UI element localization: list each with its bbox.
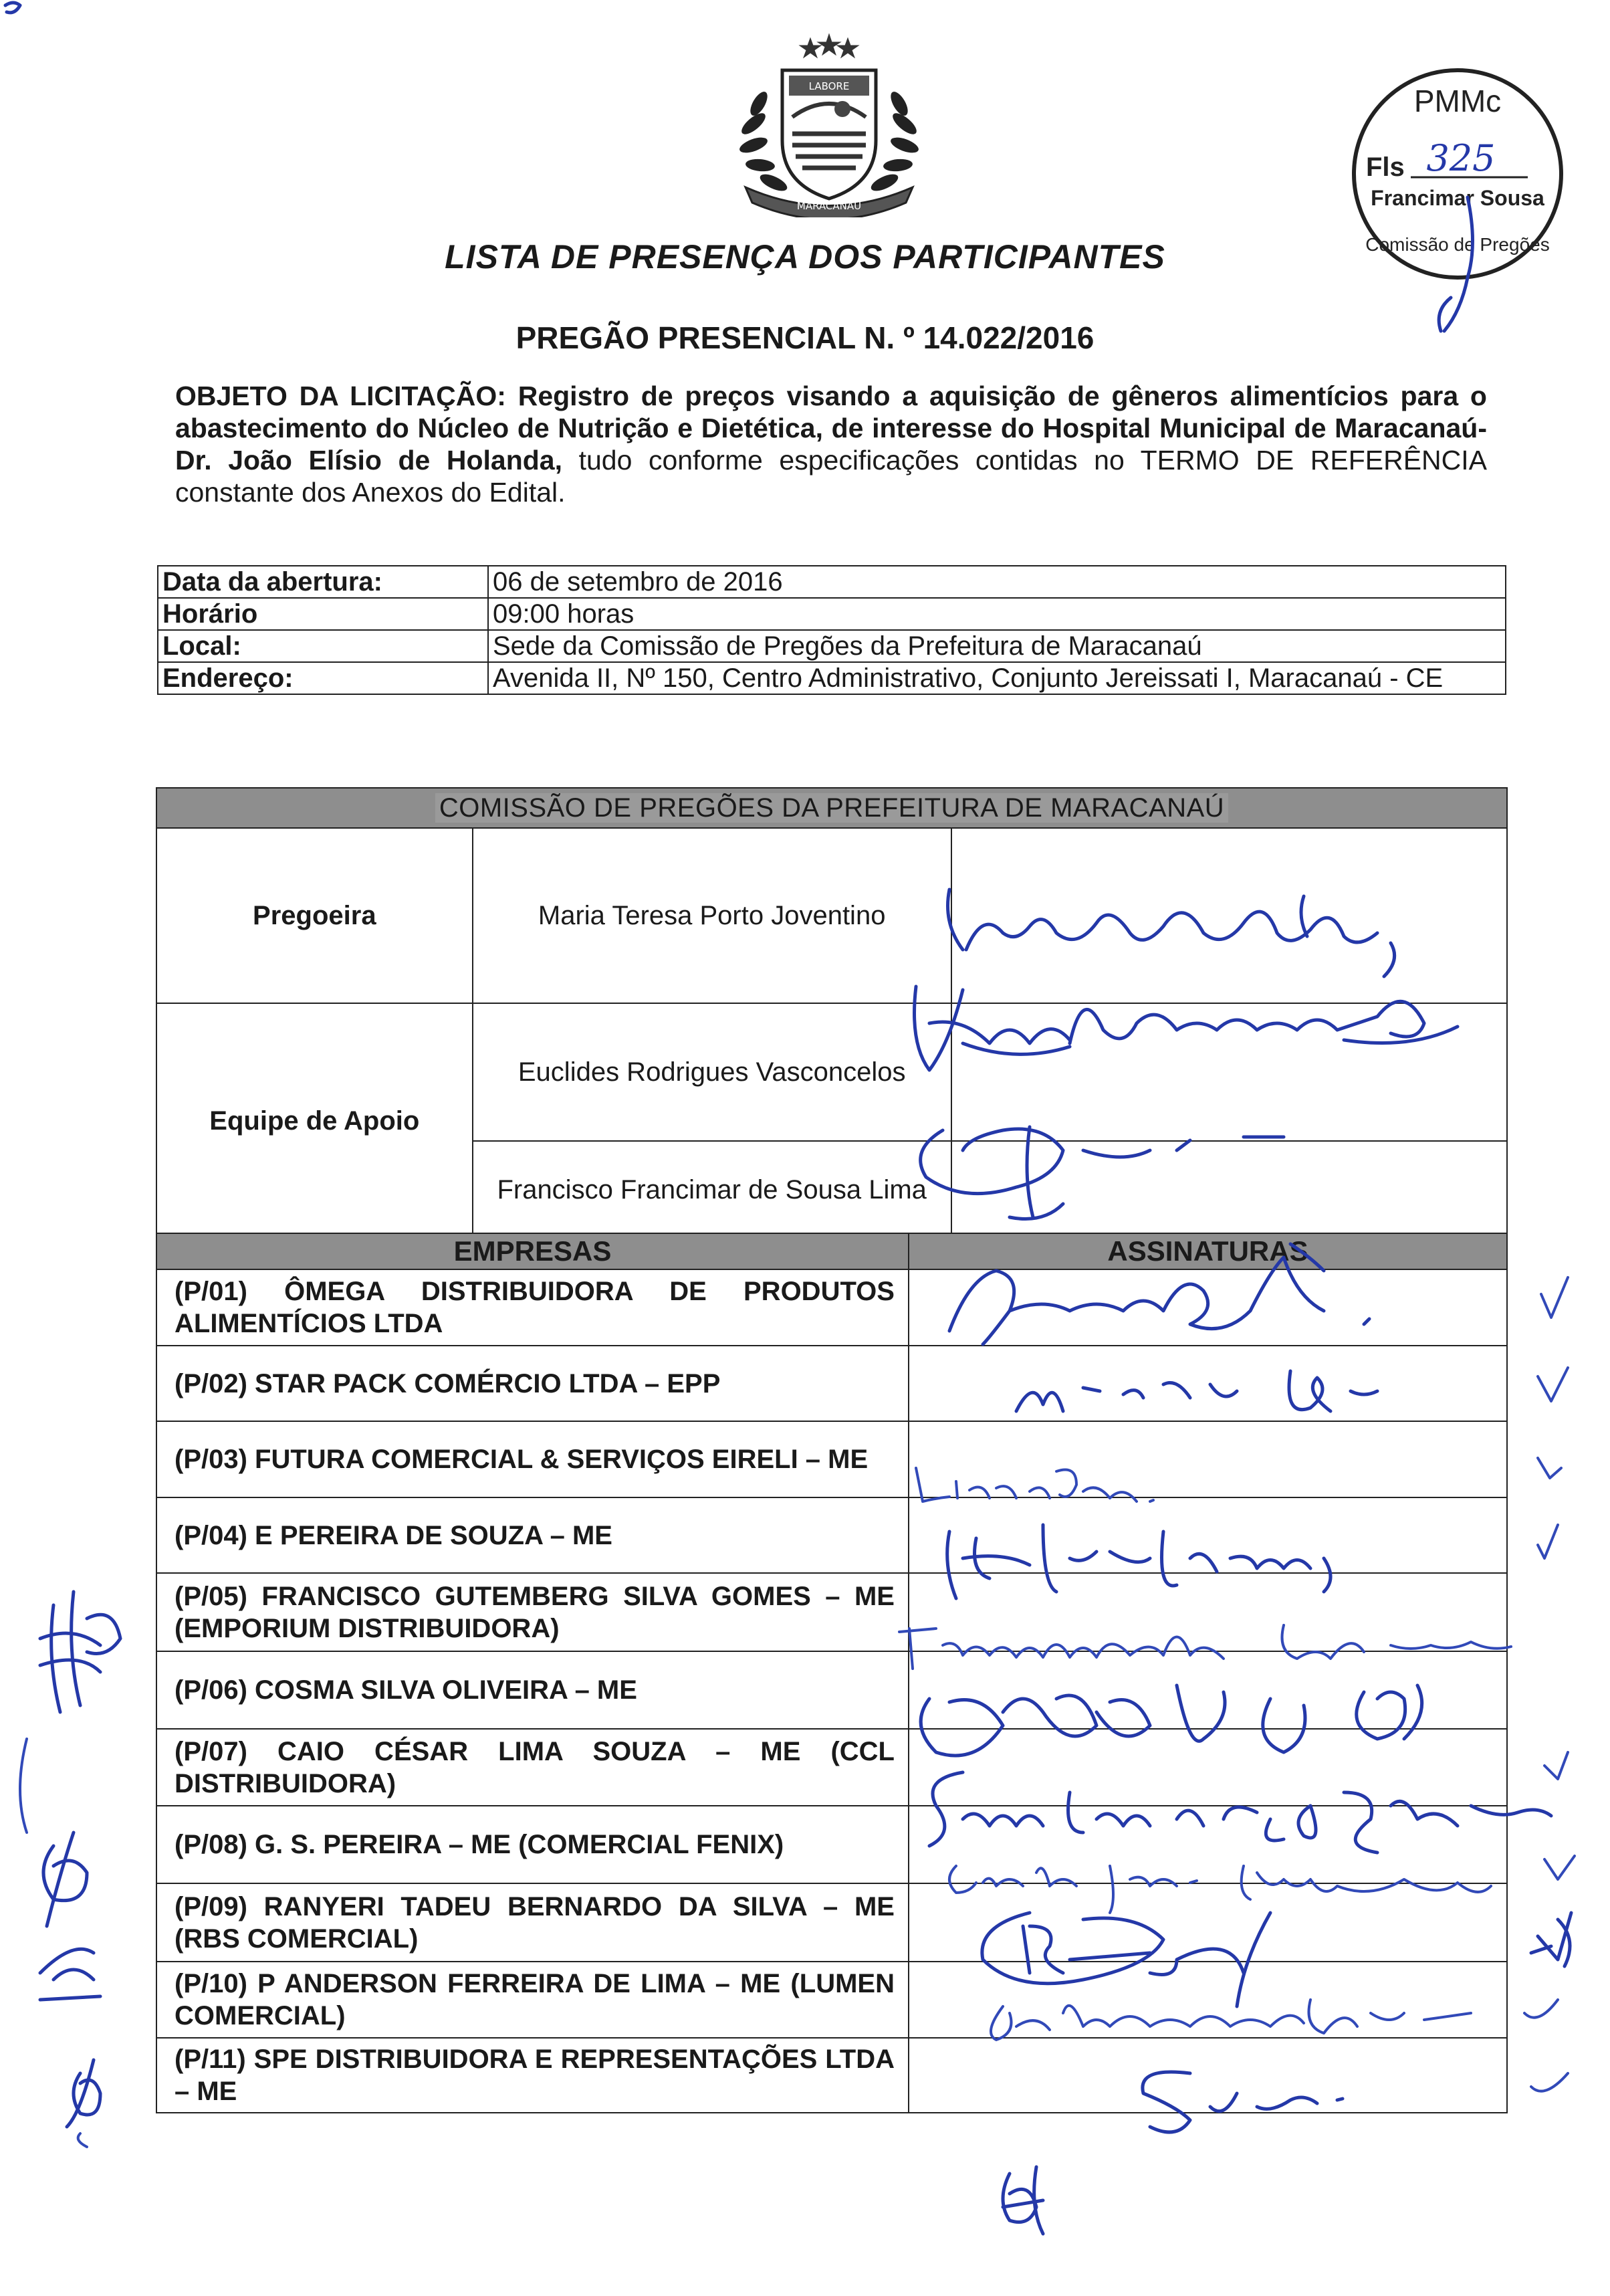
protocol-stamp <box>1334 57 1581 344</box>
company-name: (P/03) FUTURA COMERCIAL & SERVIÇOS EIRELI – ME <box>156 1421 909 1497</box>
stamp-fls-label: Fls <box>1366 152 1405 182</box>
stamp-page-number: 325 <box>1426 137 1496 179</box>
empresas-table <box>156 1233 1508 2113</box>
info-label: Local: <box>158 630 488 662</box>
company-name: (P/04) E PEREIRA DE SOUZA – ME <box>156 1497 909 1573</box>
company-signature-cell <box>909 1269 1507 1346</box>
info-row <box>158 598 1506 630</box>
stamp-header: PMMc <box>1413 84 1502 118</box>
company-signature-cell <box>909 1421 1507 1497</box>
apoio-signature-cell <box>951 1003 1507 1141</box>
bottom-initial <box>1003 2167 1043 2234</box>
crest-banner: LABORE <box>808 80 850 92</box>
objeto-text-bold: Registro de preços visando a aquisição de gêneros alimentícios para o abastecimento do Núcleo de Nutrição e Dietética, de interesse do Hospital Municipal de Maracanaú-Dr. João Elísio de Holanda, <box>175 381 1487 476</box>
company-signature-cell <box>909 2038 1507 2113</box>
company-signature-cell <box>909 1573 1507 1651</box>
company-signature-cell <box>909 1729 1507 1806</box>
company-name: (P/06) COSMA SILVA OLIVEIRA – ME <box>156 1651 909 1729</box>
apoio-member-name: Euclides Rodrigues Vasconcelos <box>473 1003 951 1141</box>
info-table <box>157 565 1506 695</box>
corner-initial-mark <box>5 3 20 13</box>
info-row <box>158 566 1506 598</box>
company-name: (P/05) FRANCISCO GUTEMBERG SILVA GOMES – ME (EMPORIUM DISTRIBUIDORA) <box>156 1573 909 1651</box>
info-row <box>158 662 1506 694</box>
info-value: Avenida II, Nº 150, Centro Administrativo, Conjunto Jereissati I, Maracanaú - CE <box>488 662 1506 694</box>
document-title: LISTA DE PRESENÇA DOS PARTICIPANTES <box>445 238 1165 276</box>
company-name: (P/11) SPE DISTRIBUIDORA E REPRESENTAÇÕES LTDA – ME <box>156 2038 909 2113</box>
objeto-label: OBJETO DA LICITAÇÃO: <box>175 381 506 411</box>
apoio-member-name: Francisco Francimar de Sousa Lima <box>473 1141 951 1239</box>
apoio-signature-cell <box>951 1141 1507 1239</box>
document-subtitle: PREGÃO PRESENCIAL N. º 14.022/2016 <box>515 320 1095 355</box>
col-header-assinaturas: ASSINATURAS <box>909 1233 1507 1269</box>
margin-check-marks <box>1524 1277 1575 2091</box>
company-name: (P/08) G. S. PEREIRA – ME (COMERCIAL FENIX) <box>156 1806 909 1883</box>
info-label: Endereço: <box>158 662 488 694</box>
info-value: 09:00 horas <box>488 598 1506 630</box>
company-name: (P/07) CAIO CÉSAR LIMA SOUZA – ME (CCL DISTRIBUIDORA) <box>156 1729 909 1806</box>
comissao-header <box>156 788 1507 828</box>
crest-ribbon: MARACANAÚ <box>796 200 862 212</box>
company-name: (P/10) P ANDERSON FERREIRA DE LIMA – ME (LUMEN COMERCIAL) <box>156 1962 909 2038</box>
stamp-signer: Francimar Sousa <box>1371 186 1544 210</box>
objeto-text-regular: tudo conforme especificações contidas no TERMO DE REFERÊNCIA constante dos Anexos do Edital. <box>175 445 1487 508</box>
info-row <box>158 630 1506 662</box>
company-name: (P/01) ÔMEGA DISTRIBUIDORA DE PRODUTOS ALIMENTÍCIOS LTDA <box>156 1269 909 1346</box>
company-signature-cell <box>909 1962 1507 2038</box>
pregoeira-name: Maria Teresa Porto Joventino <box>473 828 951 1003</box>
apoio-label: Equipe de Apoio <box>156 1003 473 1239</box>
municipal-crest-logo <box>719 23 939 217</box>
company-signature-cell <box>909 1346 1507 1421</box>
pregoeira-signature-cell <box>951 828 1507 1003</box>
comissao-table <box>156 787 1508 1239</box>
objeto-paragraph <box>175 380 1487 508</box>
company-signature-cell <box>909 1651 1507 1729</box>
info-value: Sede da Comissão de Pregões da Prefeitura de Maracanaú <box>488 630 1506 662</box>
company-name: (P/09) RANYERI TADEU BERNARDO DA SILVA – ME (RBS COMERCIAL) <box>156 1883 909 1962</box>
comissao-header-text: COMISSÃO DE PREGÕES DA PREFEITURA DE MARACANAÚ <box>435 793 1228 823</box>
company-signature-cell <box>909 1806 1507 1883</box>
stamp-footer: Comissão de Pregões <box>1365 234 1550 255</box>
company-name: (P/02) STAR PACK COMÉRCIO LTDA – EPP <box>156 1346 909 1421</box>
col-header-empresas: EMPRESAS <box>156 1233 909 1269</box>
company-signature-cell <box>909 1497 1507 1573</box>
info-value: 06 de setembro de 2016 <box>488 566 1506 598</box>
company-signature-cell <box>909 1883 1507 1962</box>
margin-initials <box>20 1592 120 2147</box>
info-label: Horário <box>158 598 488 630</box>
info-label: Data da abertura: <box>158 566 488 598</box>
pregoeira-label: Pregoeira <box>156 828 473 1003</box>
